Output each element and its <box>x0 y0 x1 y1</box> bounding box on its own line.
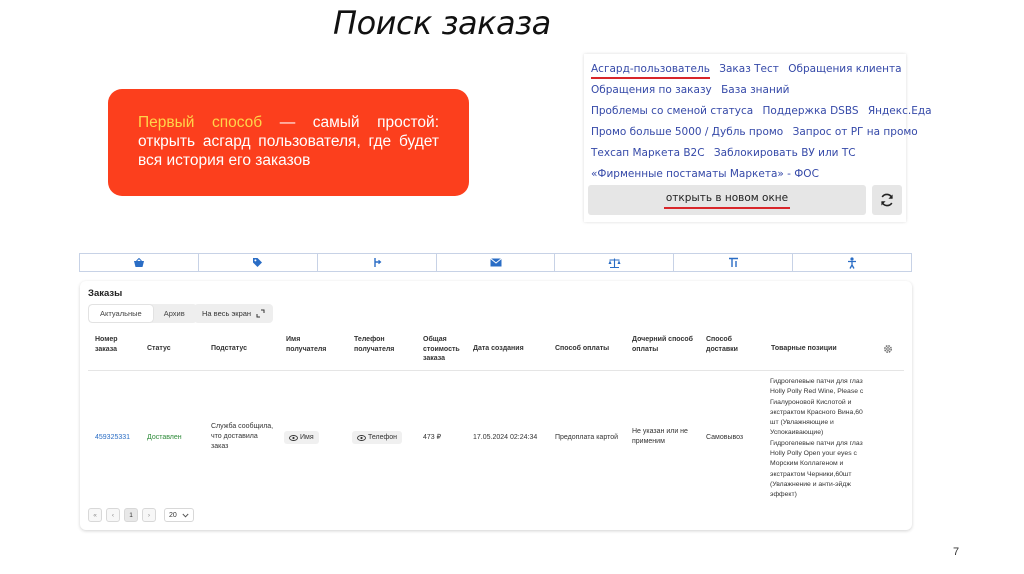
link-yandex-eda[interactable]: Яндекс.Еда <box>867 105 932 117</box>
link-order-test[interactable]: Заказ Тест <box>719 63 779 75</box>
col-header-sub-payment: Дочерний способ оплаты <box>632 336 693 353</box>
pager-page-1[interactable]: 1 <box>124 508 138 522</box>
link-status-problems[interactable]: Проблемы со сменой статуса <box>591 105 754 117</box>
settings-gear-icon[interactable] <box>883 344 893 354</box>
links-row-2 <box>591 84 795 96</box>
pager-prev-button[interactable]: ‹ <box>106 508 120 522</box>
page-number: 7 <box>953 546 960 558</box>
link-promo-5000[interactable]: Промо больше 5000 / Дубль промо <box>591 126 784 138</box>
tag-icon <box>252 257 263 268</box>
order-sub-payment: Не указан или не применим <box>632 428 688 445</box>
orders-panel <box>80 281 912 530</box>
icon-tab-bar <box>79 253 912 272</box>
order-payment: Предоплата картой <box>555 434 618 441</box>
links-row-6 <box>591 168 825 180</box>
pager-next-button[interactable]: › <box>142 508 156 522</box>
pagination <box>88 508 156 522</box>
col-header-payment: Способ оплаты <box>555 345 610 352</box>
table-header-divider <box>88 370 904 371</box>
mail-icon <box>490 258 502 267</box>
tab-person[interactable] <box>793 254 911 271</box>
col-header-phone: Телефон получателя <box>354 336 395 353</box>
col-header-total: Общая стоимость заказа <box>423 336 460 362</box>
order-goods: Гидрогелевые патчи для глаз Holly Polly Red Wine, Please с Гиалуроновой Кислотой и экстрактом Красного Вина,60 шт (Увлажняющие и Успокаивающие) Гидрогелевые патчи для глаз Holly Polly Open your eyes с Морским Коллагеном и экстрактом Черники,60шт (Увлажнение и анти-эйдж эффект) <box>770 378 864 499</box>
link-rg-promo[interactable]: Запрос от РГ на промо <box>792 126 918 138</box>
link-client-appeals[interactable]: Обращения клиента <box>788 63 902 75</box>
order-number-link[interactable]: 459325331 <box>95 434 131 441</box>
order-delivery: Самовывоз <box>706 434 744 441</box>
link-techsup-b2c[interactable]: Техсап Маркета B2C <box>591 147 705 159</box>
eye-icon <box>357 435 366 441</box>
links-row-3 <box>591 105 938 117</box>
order-total: 473 ₽ <box>423 434 442 441</box>
order-created: 17.05.2024 02:24:34 <box>473 434 538 441</box>
callout-text: — самый простой: открыть асгард пользователя, где будет вся история его заказов <box>138 114 439 169</box>
link-knowledge-base[interactable]: База знаний <box>721 84 790 96</box>
route-icon <box>372 257 382 268</box>
expand-icon <box>256 309 265 318</box>
open-new-window-button[interactable] <box>588 185 866 215</box>
tab-scales[interactable] <box>555 254 674 271</box>
links-row-1 <box>591 63 908 75</box>
link-dsbs-support[interactable]: Поддержка DSBS <box>762 105 859 117</box>
refresh-icon <box>879 192 895 208</box>
person-icon <box>847 257 857 269</box>
col-header-delivery: Способ доставки <box>706 336 738 353</box>
link-postamats-fos[interactable]: «Фирменные постаматы Маркета» - ФОС <box>591 168 819 180</box>
col-header-number: Номер заказа <box>95 336 118 353</box>
pager-first-button[interactable]: « <box>88 508 102 522</box>
links-row-4 <box>591 126 924 138</box>
col-header-substatus: Подстатус <box>211 345 247 352</box>
links-panel <box>584 54 932 222</box>
links-row-5 <box>591 147 862 159</box>
chevron-down-icon <box>182 513 189 518</box>
callout-highlight: Первый способ <box>138 114 263 131</box>
eye-icon <box>289 435 298 441</box>
slide-title: Поиск заказа <box>333 4 551 42</box>
segment-current[interactable]: Актуальные <box>89 305 153 322</box>
callout-box <box>108 89 469 196</box>
open-new-window-label: открыть в новом окне <box>664 192 790 209</box>
order-substatus: Служба сообщила, что доставила заказ <box>211 423 274 450</box>
tab-route[interactable] <box>318 254 437 271</box>
recipient-name-chip[interactable] <box>284 431 319 444</box>
tab-text-tool[interactable] <box>674 254 793 271</box>
col-header-status: Статус <box>147 345 171 352</box>
scales-icon <box>608 258 621 268</box>
link-order-appeals[interactable]: Обращения по заказу <box>591 84 712 96</box>
basket-icon <box>133 258 145 268</box>
fullscreen-button[interactable] <box>194 304 273 323</box>
text-tool-icon <box>728 257 739 268</box>
link-block-vu[interactable]: Заблокировать ВУ или ТС <box>713 147 856 159</box>
link-asgard-user[interactable]: Асгард-пользователь <box>591 63 710 79</box>
fullscreen-label: На весь экран <box>202 309 252 318</box>
refresh-button[interactable] <box>872 185 902 215</box>
recipient-phone-chip[interactable] <box>352 431 402 444</box>
tab-promo[interactable] <box>199 254 318 271</box>
col-header-goods: Товарные позиции <box>771 345 837 352</box>
recipient-phone-chip-label: Телефон <box>368 434 398 441</box>
segment-archive[interactable]: Архив <box>163 309 185 318</box>
tab-mail[interactable] <box>437 254 556 271</box>
recipient-name-chip-label: Имя <box>300 434 314 441</box>
page-size-select[interactable] <box>164 508 194 522</box>
page-size-value: 20 <box>169 511 177 519</box>
col-header-name: Имя получателя <box>286 336 327 353</box>
orders-segment-control <box>88 304 197 323</box>
col-header-created: Дата создания <box>473 345 524 352</box>
orders-title: Заказы <box>88 288 123 299</box>
tab-orders[interactable] <box>80 254 199 271</box>
order-status: Доставлен <box>147 434 182 441</box>
